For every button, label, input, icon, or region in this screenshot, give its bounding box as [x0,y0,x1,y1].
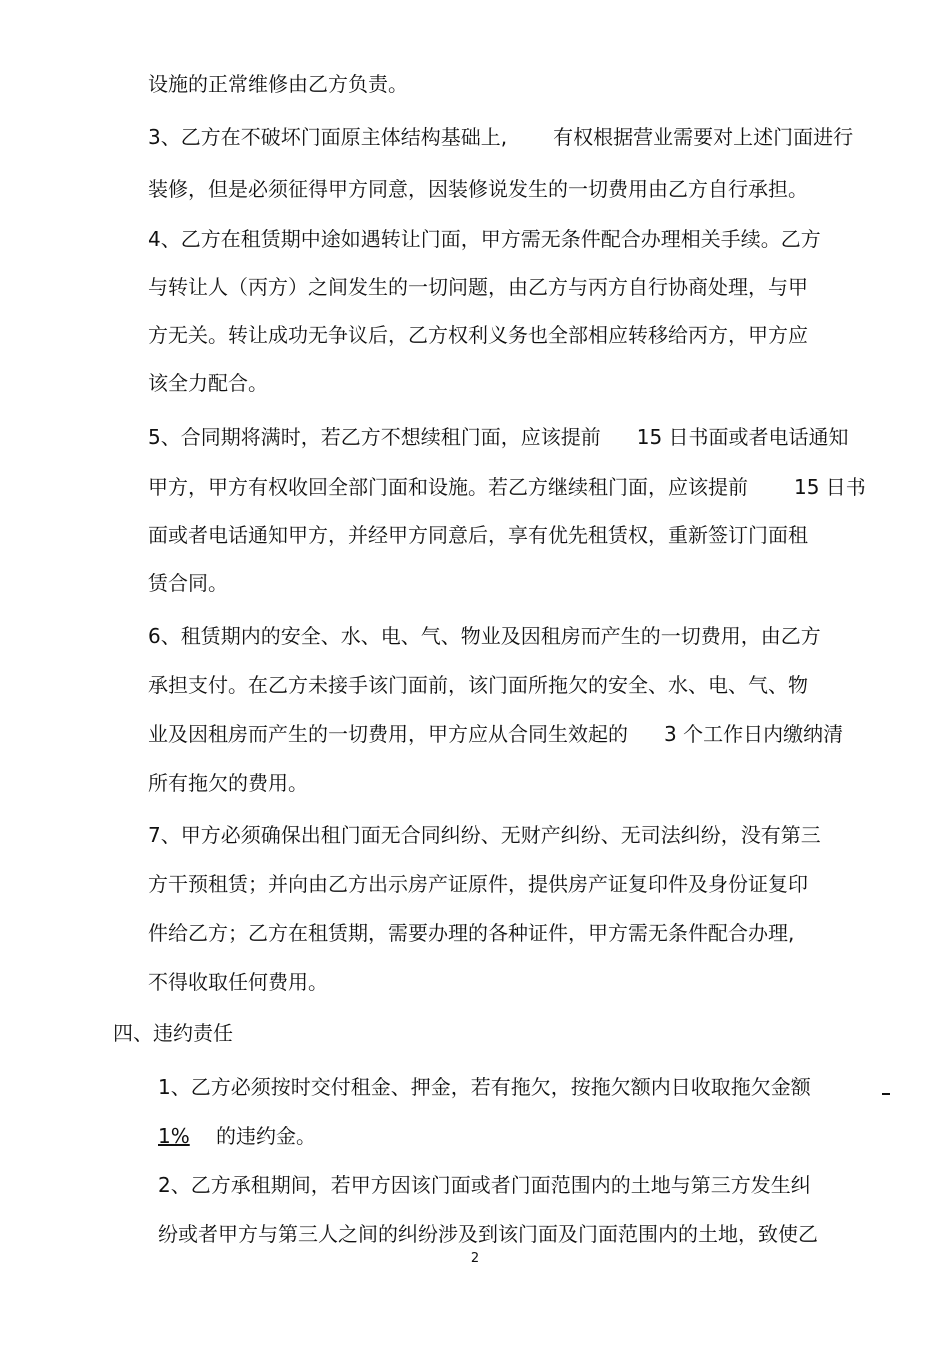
clause-5-line-3: 面或者电话通知甲方，并经甲方同意后，享有优先租赁权，重新签订门面租 [148,523,808,547]
clause-5-line-2: 甲方，甲方有权收回全部门面和设施。若乙方继续租门面，应该提前 15 日书 [148,475,866,499]
clause-5-line-1: 5、合同期将满时，若乙方不想续租门面，应该提前 15 日书面或者电话通知 [148,425,849,449]
clause-6-line-3: 业及因租房而产生的一切费用，甲方应从合同生效起的 3 个工作日内缴纳清 [148,722,844,746]
clause-4-line-4: 该全力配合。 [148,371,268,395]
clause-3-line-1: 3、乙方在不破坏门面原主体结构基础上, 有权根据营业需要对上述门面进行 [148,125,854,149]
clause-4-line-3: 方无关。转让成功无争议后，乙方权利义务也全部相应转移给丙方，甲方应 [148,323,808,347]
page-number: 2 [470,1251,480,1266]
clause-7-line-1: 7、甲方必须确保出租门面无合同纠纷、无财产纠纷、无司法纠纷，没有第三 [148,823,821,847]
clause-5-line-4: 赁合同。 [148,571,228,595]
clause-4-line-2: 与转让人（丙方）之间发生的一切问题，由乙方与丙方自行协商处理，与甲 [148,275,808,299]
underline-mark [882,1093,890,1095]
breach-clause-1-line-2: 1% 的违约金。 [158,1124,316,1148]
clause-6-line-2: 承担支付。在乙方未接手该门面前，该门面所拖欠的安全、水、电、气、物 [148,673,808,697]
breach-clause-1-line-1: 1、乙方必须按时交付租金、押金，若有拖欠，按拖欠额内日收取拖欠金额 [158,1075,811,1099]
breach-clause-2-line-2: 纷或者甲方与第三人之间的纠纷涉及到该门面及门面范围内的土地，致使乙 [158,1222,818,1246]
clause-7-line-3: 件给乙方；乙方在租赁期，需要办理的各种证件，甲方需无条件配合办理, [148,921,795,945]
clause-7-line-4: 不得收取任何费用。 [148,970,328,994]
clause-4-line-1: 4、乙方在租赁期中途如遇转让门面，甲方需无条件配合办理相关手续。乙方 [148,227,821,251]
clause-6-line-1: 6、租赁期内的安全、水、电、气、物业及因租房而产生的一切费用，由乙方 [148,624,821,648]
clause-6-line-4: 所有拖欠的费用。 [148,771,308,795]
clause-3-line-2: 装修，但是必须征得甲方同意，因装修说发生的一切费用由乙方自行承担。 [148,177,808,201]
text-line: 设施的正常维修由乙方负责。 [148,72,408,96]
clause-7-line-2: 方干预租赁；并向由乙方出示房产证原件，提供房产证复印件及身份证复印 [148,872,808,896]
breach-clause-2-line-1: 2、乙方承租期间，若甲方因该门面或者门面范围内的土地与第三方发生纠 [158,1173,811,1197]
section-heading-breach-liability: 四、违约责任 [113,1021,233,1045]
penalty-rate-blank: 1% [158,1124,190,1148]
